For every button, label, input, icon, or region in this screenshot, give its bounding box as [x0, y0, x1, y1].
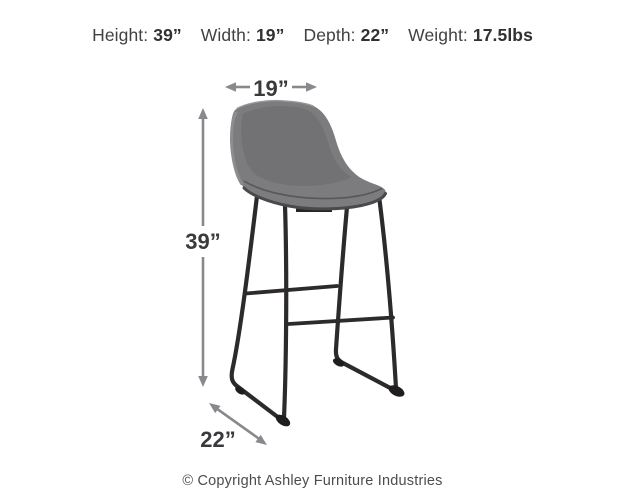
stool-illustration	[231, 100, 407, 428]
footrest-bars	[246, 286, 394, 324]
spec-height-label: Height:	[92, 25, 149, 45]
spec-width-label: Width:	[200, 25, 251, 45]
width-arrow-left-icon	[225, 82, 250, 92]
depth-dimension	[200, 403, 267, 452]
height-dimension-label: 39”	[185, 229, 221, 254]
foot-caps	[234, 357, 407, 429]
spec-height-value: 39”	[153, 25, 182, 45]
spec-weight-label: Weight:	[408, 25, 468, 45]
spec-depth-value: 22”	[360, 25, 390, 45]
width-dimension	[225, 76, 317, 101]
width-arrow-right-icon	[292, 82, 317, 92]
stool-seat	[231, 100, 386, 209]
copyright-notice: © Copyright Ashley Furniture Industries	[182, 473, 443, 489]
depth-dimension-label: 22”	[200, 427, 236, 452]
spec-depth-label: Depth:	[303, 25, 356, 45]
spec-width-value: 19”	[255, 25, 285, 45]
stool-frame	[232, 196, 396, 420]
width-dimension-label: 19”	[253, 76, 289, 101]
height-dimension	[185, 108, 220, 387]
spec-weight-value: 17.5lbs	[472, 25, 533, 45]
